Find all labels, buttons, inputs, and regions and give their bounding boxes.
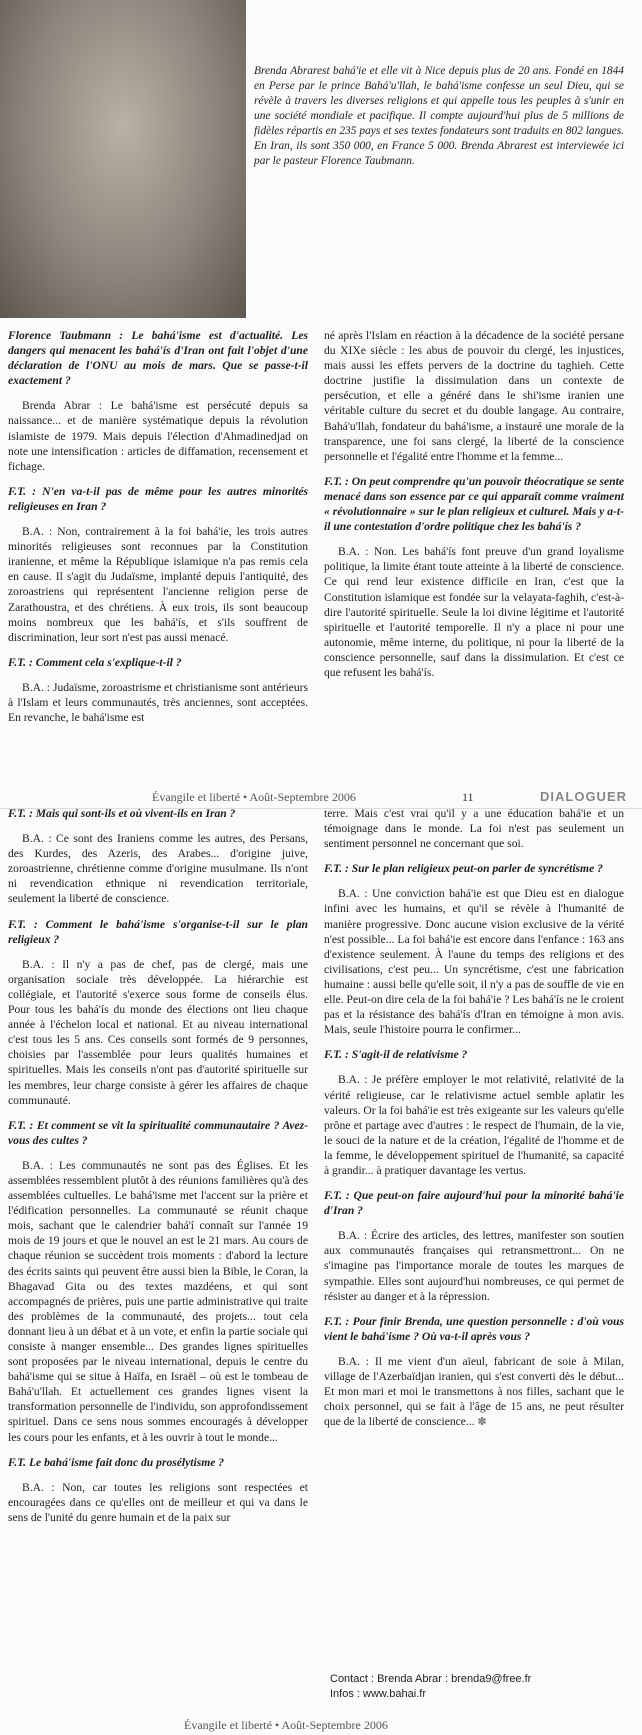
contact-line: Contact : Brenda Abrar : brenda9@free.fr xyxy=(330,1673,532,1685)
question-paragraph: F.T. : Mais qui sont-ils et où vivent-ils en Iran ? xyxy=(8,807,236,820)
answer-paragraph: B.A. : Il n'y a pas de chef, pas de clergé, mais une organisation sociale très développée. La hiérarchie est collégiale, et l'autorité s'exerce sous forme de conseils élus. Pour tous les bahá'ís du monde des élections ont lieu chaque année à l'échelon local et national. Et au niveau international c'est tous les 5 ans. Ces conseils sont formés de 9 personnes, choisies par l'assemblée pour leurs qualités humaines et spirituelles. Mais les conseils n'ont pas d'autorité spirituelle sur les membres, leur charge consiste à gérer les affaires de chaque communauté. xyxy=(8,957,308,1107)
question-paragraph: F.T. : Comment cela s'explique-t-il ? xyxy=(8,655,182,669)
column-2 xyxy=(324,328,624,690)
question-paragraph: F.T. : Sur le plan religieux peut-on parler de syncrétisme ? xyxy=(324,862,603,876)
answer-paragraph: Brenda Abrar : Le bahá'isme est persécuté depuis sa naissance... et de manière systématique depuis la révolution islamiste de 1979. Mais depuis l'élection d'Ahmadinedjad on note une intensification : articles de diffamation, recensement et fichage. xyxy=(8,399,308,473)
column-4 xyxy=(324,806,624,1440)
answer-paragraph: B.A. : Ce sont des Iraniens comme les autres, des Persans, des Kurdes, des Azeris, des Arabes... d'origine juive, zoroastrienne, chrétienne comme d'origine musulmane. Ils n'ont ni revendication ethnique ni revendication territoriale, seulement la liberté de conscience. xyxy=(8,832,308,906)
answer-paragraph: B.A. : Non, contrairement à la foi bahá'ie, les trois autres minorités religieuses sont reconnues par la Constitution iranienne, et même la République islamique n'a pas remis cela en cause. Il s'agit du Judaïsme, implanté depuis l'antiquité, des zoroastriens qui représentent l'ancienne religion perse de Zarathoustra, et des chrétiens. À eux trois, ils sont beaucoup moins nombreux que les bahá'ís, et s'ils souffrent de discrimination, leur sort n'est pas aussi menacé. xyxy=(8,525,308,644)
answer-paragraph: B.A. : Écrire des articles, des lettres, manifester son soutien aux communautés françaises qui retransmettront... On ne s'imagine pas l'importance morale de toutes les marques de sympathie. Elles sont aujourd'hui nombreuses, ce qui permet de résister au danger et à la répression. xyxy=(324,1229,624,1303)
answer-paragraph: B.A. : Non. Les bahá'ís font preuve d'un grand loyalisme politique, la limite étant toute atteinte à la liberté de conscience. Ce qui rend leur existence difficile en Iran, c'est que la Constitution islamique est fondée sur la velayata-faghih, c'est-à-dire l'autorité spirituelle. Seule la loi divine légitime et l'autorité spirituelle et l'autorité temporelle. Il n'y a place ni pour une autonomie, même interne, du politique, ni pour la liberté de la conscience personnelle, sauf dans la dissimulation. Et c'est ce que refusent les bahá'ís. xyxy=(324,545,624,679)
answer-paragraph: B.A. : Une conviction bahá'ie est que Dieu est en dialogue infini avec les humains, et qu'il se révèle à l'humanité de manière progressive. Donc aucune vision exclusive de la vérité n'est possible... La foi bahá'ie est encore dans l'enfance : 163 ans d'existence seulement. À l'aune du temps des religions et des civilisations, c'est peu... Un syncrétisme, c'est une fabrication humaine : aussi belle qu'elle soit, il n'y a pas de souffle de vie en elle. Peut-on dire cela de la foi bahá'ie ? Les bahá'ís ne le croient pas et la résistance des bahá'ís d'Iran en témoigne à mon avis. Mais, seule l'histoire pourra le confirmer... xyxy=(324,887,624,1037)
end-mark-icon: ✽ xyxy=(474,1416,487,1429)
question-paragraph: F.T. : On peut comprendre qu'un pouvoir théocratique se sente menacé dans son essence par ce qui apparaît comme vraiment « révolutionnaire » sur le plan religieux et culturel. Mais y a-t-il une contestation d'ordre politique chez les bahá'ís ? xyxy=(324,474,624,534)
answer-paragraph: B.A. : Je préfère employer le mot relativité, relativité de la vérité religieuse, car le relativisme actuel semble aplatir les valeurs. Or la foi bahá'ie est très exigeante sur les valeurs qu'elle prône et partage avec d'autres : le respect de l'humain, de la vie, le souci de la nature et de la création, l'égalité de l'homme et de la femme, le développement spirituel de l'humanité, sa capacité à grandir... à pratiquer davantage les vertus. xyxy=(324,1073,624,1177)
question-paragraph: F.T. : S'agit-il de relativisme ? xyxy=(324,1048,468,1062)
answer-paragraph: B.A. : Les communautés ne sont pas des Églises. Et les assemblées ressemblent plutôt à des réunions familières qu'à des assemblées cultuelles. Le bahá'isme met l'accent sur la prière et l'édification personnelles. La communauté se réunit chaque mois, sachant que le calendrier bahá'í connaît sur l'année 19 mois de 19 jours et que le nouvel an est le 21 mars. Au cours de chaque réunion se succèdent trois moments : d'abord la lecture des écrits saints qui peuvent être aussi bien la Bible, le Coran, la Bhagavad Gita ou des textes mazdéens, et qui sont accompagnés de prières, puis une partie administrative qui traite des problèmes de la communauté, des projets... tout cela donnant lieu à un débat et à un vote, et enfin la partie sociale qui consiste à manger ensemble... Des grandes lignes spirituelles sont proposées par le niveau international, depuis le centre du bahá'isme qui se situe à Haïfa, en Israël – où est le tombeau de Bahá'u'llah. Et actuellement ces grandes lignes visent la transformation personnelle de l'individu, son approfondissement spirituel. Dans ce sens nous sommes encouragés à développer les cours pour les enfants, et à les ouvrir à tout le monde... xyxy=(8,1158,308,1444)
magazine-name: Évangile et liberté • Août-Septembre 2006 xyxy=(152,790,356,804)
answer-paragraph: B.A. : Il me vient d'un aïeul, fabricant de soie à Milan, village de l'Azerbaïdjan iranien, qui s'est converti dès le début... Et mon mari et moi le transmettons à nos filles, sachant que le choix personnel, qui se fait à l'âge de 15 ans, ne peut résulter que de la liberté de conscience... ✽ xyxy=(324,1354,624,1429)
page-footer: Évangile et liberté • Août-Septembre 2006 xyxy=(184,1718,388,1732)
column-1 xyxy=(8,328,308,735)
question-paragraph: F.T. : Comment le bahá'isme s'organise-t-il sur le plan religieux ? xyxy=(8,917,308,946)
intro-text: Brenda Abrarest bahá'ie et elle vit à Nice depuis plus de 20 ans. Fondé en 1844 en Perse par le prince Bahá'u'llah, le bahá'isme confesse un seul Dieu, qui se révèle à travers les diverses religions et qui appelle tous les peuples à s'unir en une société mondiale et pacifique. Il compte aujourd'hui plus de 5 millions de fidèles répartis en 235 pays et ses textes fondateurs sont traduits en 802 langues. En Iran, ils sont 350 000, en France 5 000. Brenda Abrarest est interviewée ici par le pasteur Florence Taubmann. xyxy=(254,65,624,167)
question-paragraph: Florence Taubmann : Le bahá'isme est d'actualité. Les dangers qui menacent les bahá'ís d'Iran ont fait l'objet d'une déclaration de l'ONU au mois de mars. Que se passe-t-il exactement ? xyxy=(8,329,308,388)
answer-paragraph: B.A. : Non, car toutes les religions sont respectées et encouragées dans ce qu'elles ont de meilleur et qui va dans le sens de l'unité du genre humain et de la paix sur xyxy=(8,1480,308,1524)
question-paragraph: F.T. : Pour finir Brenda, une question personnelle : d'où vous vient le bahá'isme ? Où va-t-il après vous ? xyxy=(324,1314,624,1343)
infos-line: Infos : www.bahai.fr xyxy=(330,1688,426,1700)
question-paragraph: F.T. : Et comment se vit la spiritualité communautaire ? Avez-vous des cultes ? xyxy=(8,1118,308,1147)
answer-paragraph: B.A. : Judaïsme, zoroastrisme et christianisme sont antérieurs à l'Islam et leurs communautés, très anciennes, sont acceptées. En revanche, le bahá'isme est xyxy=(8,680,308,725)
question-paragraph: F.T. : Que peut-on faire aujourd'hui pour la minorité bahá'ie d'Iran ? xyxy=(324,1189,624,1218)
answer-paragraph: né après l'Islam en réaction à la décadence de la société persane du XIXe siècle : les abus de pouvoir du clergé, les injustices, mais aussi les effets pervers de la doctrine du taghieh. Cette doctrine justifie la dissimulation dans un contexte de persécution, et elle a généré dans le shi'isme iranien une véritable culture du secret et du double langage. Au contraire, Bahá'u'llah, fondateur du bahá'isme, a instauré une morale de la transparence, une foi sans clergé, la liberté de la conscience personnelle et l'égalité entre l'homme et la femme... xyxy=(324,329,624,463)
column-3 xyxy=(8,806,308,1535)
answer-paragraph: terre. Mais c'est vrai qu'il y a une éducation bahá'ie et un témoignage dans le monde. La foi n'est pas seulement un sentiment personnel ne concernant que soi. xyxy=(324,807,624,851)
portrait-photo xyxy=(0,0,246,318)
page-number: 11 xyxy=(462,790,474,804)
question-paragraph: F.T. Le bahá'isme fait donc du prosélytisme ? xyxy=(8,1455,225,1469)
contact-info xyxy=(330,1672,531,1702)
question-paragraph: F.T. : N'en va-t-il pas de même pour les autres minorités religieuses en Iran ? xyxy=(8,484,308,513)
section-brand: DIALOGUER xyxy=(540,789,627,804)
